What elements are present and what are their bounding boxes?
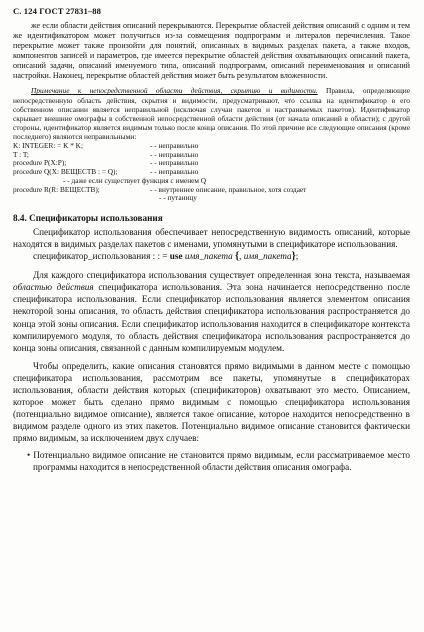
code-example [13,142,410,203]
paragraph-scope [13,269,410,354]
text-run: Для каждого спецификатора использования существует определенная зона текста, называемая [33,270,410,281]
code-comment: - - неправильно [150,158,199,168]
code-line [13,151,410,160]
code-declaration: procedure Q(X: ВЕЩЕСТВ : = Q); [13,167,118,177]
code-declaration: K: INTEGER: = K * K; [13,141,83,150]
paragraph-overlap: же если области действия описаний перекрываются. Перекрытие областей действия описаний с одним и тем же идентификатором может получиться из-за совмещения подпрограмм и литералов перечисления. Такое перекрытие может также произойти для понятий, описанных в видимых разделах пакета, а также входов, компонентов записей и параметров, где имеется перекрытие областей действия охватывающих описаний пакета, описаний задачи, описаний именуемого типа, описаний подпрограмм, описаний переименования и описаний настройки. Наконец, перекрытие областей действия может быть результатом вложенности. [13,21,410,80]
paragraph-use-clause: Спецификатор использования обеспечивает непосредственную видимость описаний, которые находятся в видимых разделах пакетов с именами, упомянутыми в спецификаторе использования. [13,226,410,250]
syntax-brace-close: } [291,251,296,263]
note-lead: Примечание к непосредственной области действия, скрытию и видимости. [31,86,318,96]
code-declaration: procedure R(R: ВЕЩЕСТВ); [13,184,100,194]
syntax-rule [33,250,410,263]
section-title: 8.4. Спецификаторы использования [13,212,163,223]
syntax-name: имя_пакета [184,251,233,262]
code-line [13,186,410,195]
code-line [13,142,410,151]
code-declaration: T : T; [13,149,29,159]
code-comment: - - неправильно [150,149,199,159]
term-scope: областью действия [13,282,94,293]
code-comment-continuation: - - путаницу [159,193,197,203]
page-header: С. 124 ГОСТ 27831–88 [13,6,102,16]
bullet-item: • Потенциально видимое описание не становится прямо видимым, если рассматриваемое место программы находится в непосредственной области действия описания омографа. [27,449,410,472]
syntax-end: ; [295,251,299,262]
paragraph-visibility: Чтобы определить, какие описания становятся прямо видимыми в данном месте с помощью спецификатора использования, рассмотрим все пакеты, упомянутые в спецификаторах использования, области действия которых (спецификаторов) охватывают это место. Описанием, которое может быть сделано прямо видимым с помощью спецификатора использования (потенциально видимое описание), является такое описание, которое находится непосредственно в видимом разделе одного из этих пакетов. Потенциально видимое описание становится фактически прямо видимым, за исключением двух случаев: [13,360,410,444]
text-run: спецификатора использования. Эта зона начинается непосредственно после спецификатора использования. Если спецификатор использования является элементом описания некоторой зоны описания, то область действия спецификатора использования распространяется до конца этой зоны описания. Если спецификатор использования находится в спецификаторе контекста компилируемого модуля, то область действия спецификатора использования распространяется до конца зоны описания, связанной с данным компилируемым модулем. [13,282,411,353]
syntax-keyword: use [169,251,183,262]
note-paragraph [13,86,410,141]
syntax-brace-open: { [235,251,240,263]
code-comment: - - неправильно [150,141,199,150]
code-comment-continuation: - - даже если существует функция с именем Q [63,175,207,185]
note-text: Правила, определяющие непосредственную область действия, скрытия и видимости, предусматривают, что ссылка на идентификатор в его собственном описании является неправильной (исключая случаи пакетов и настраиваемых пакетов). Идентификатор скрывает внешние омографы в собственной непосредственной области действия (от начала описаний в области); с другой стороны, идентификатор является видимым только после конца описания. По этой причине все следующие описания (кроме последнего) являются неправильными: [13,86,410,141]
code-declaration: procedure P(X:P); [13,158,67,168]
syntax-lhs: спецификатор_использования : : = [33,251,168,262]
code-comment: - - неправильно [150,167,199,177]
syntax-name: имя_пакета [243,251,292,262]
syntax-separator: , [239,251,244,262]
code-comment: - - внутреннее описание, правильное, хотя создает [150,184,307,194]
